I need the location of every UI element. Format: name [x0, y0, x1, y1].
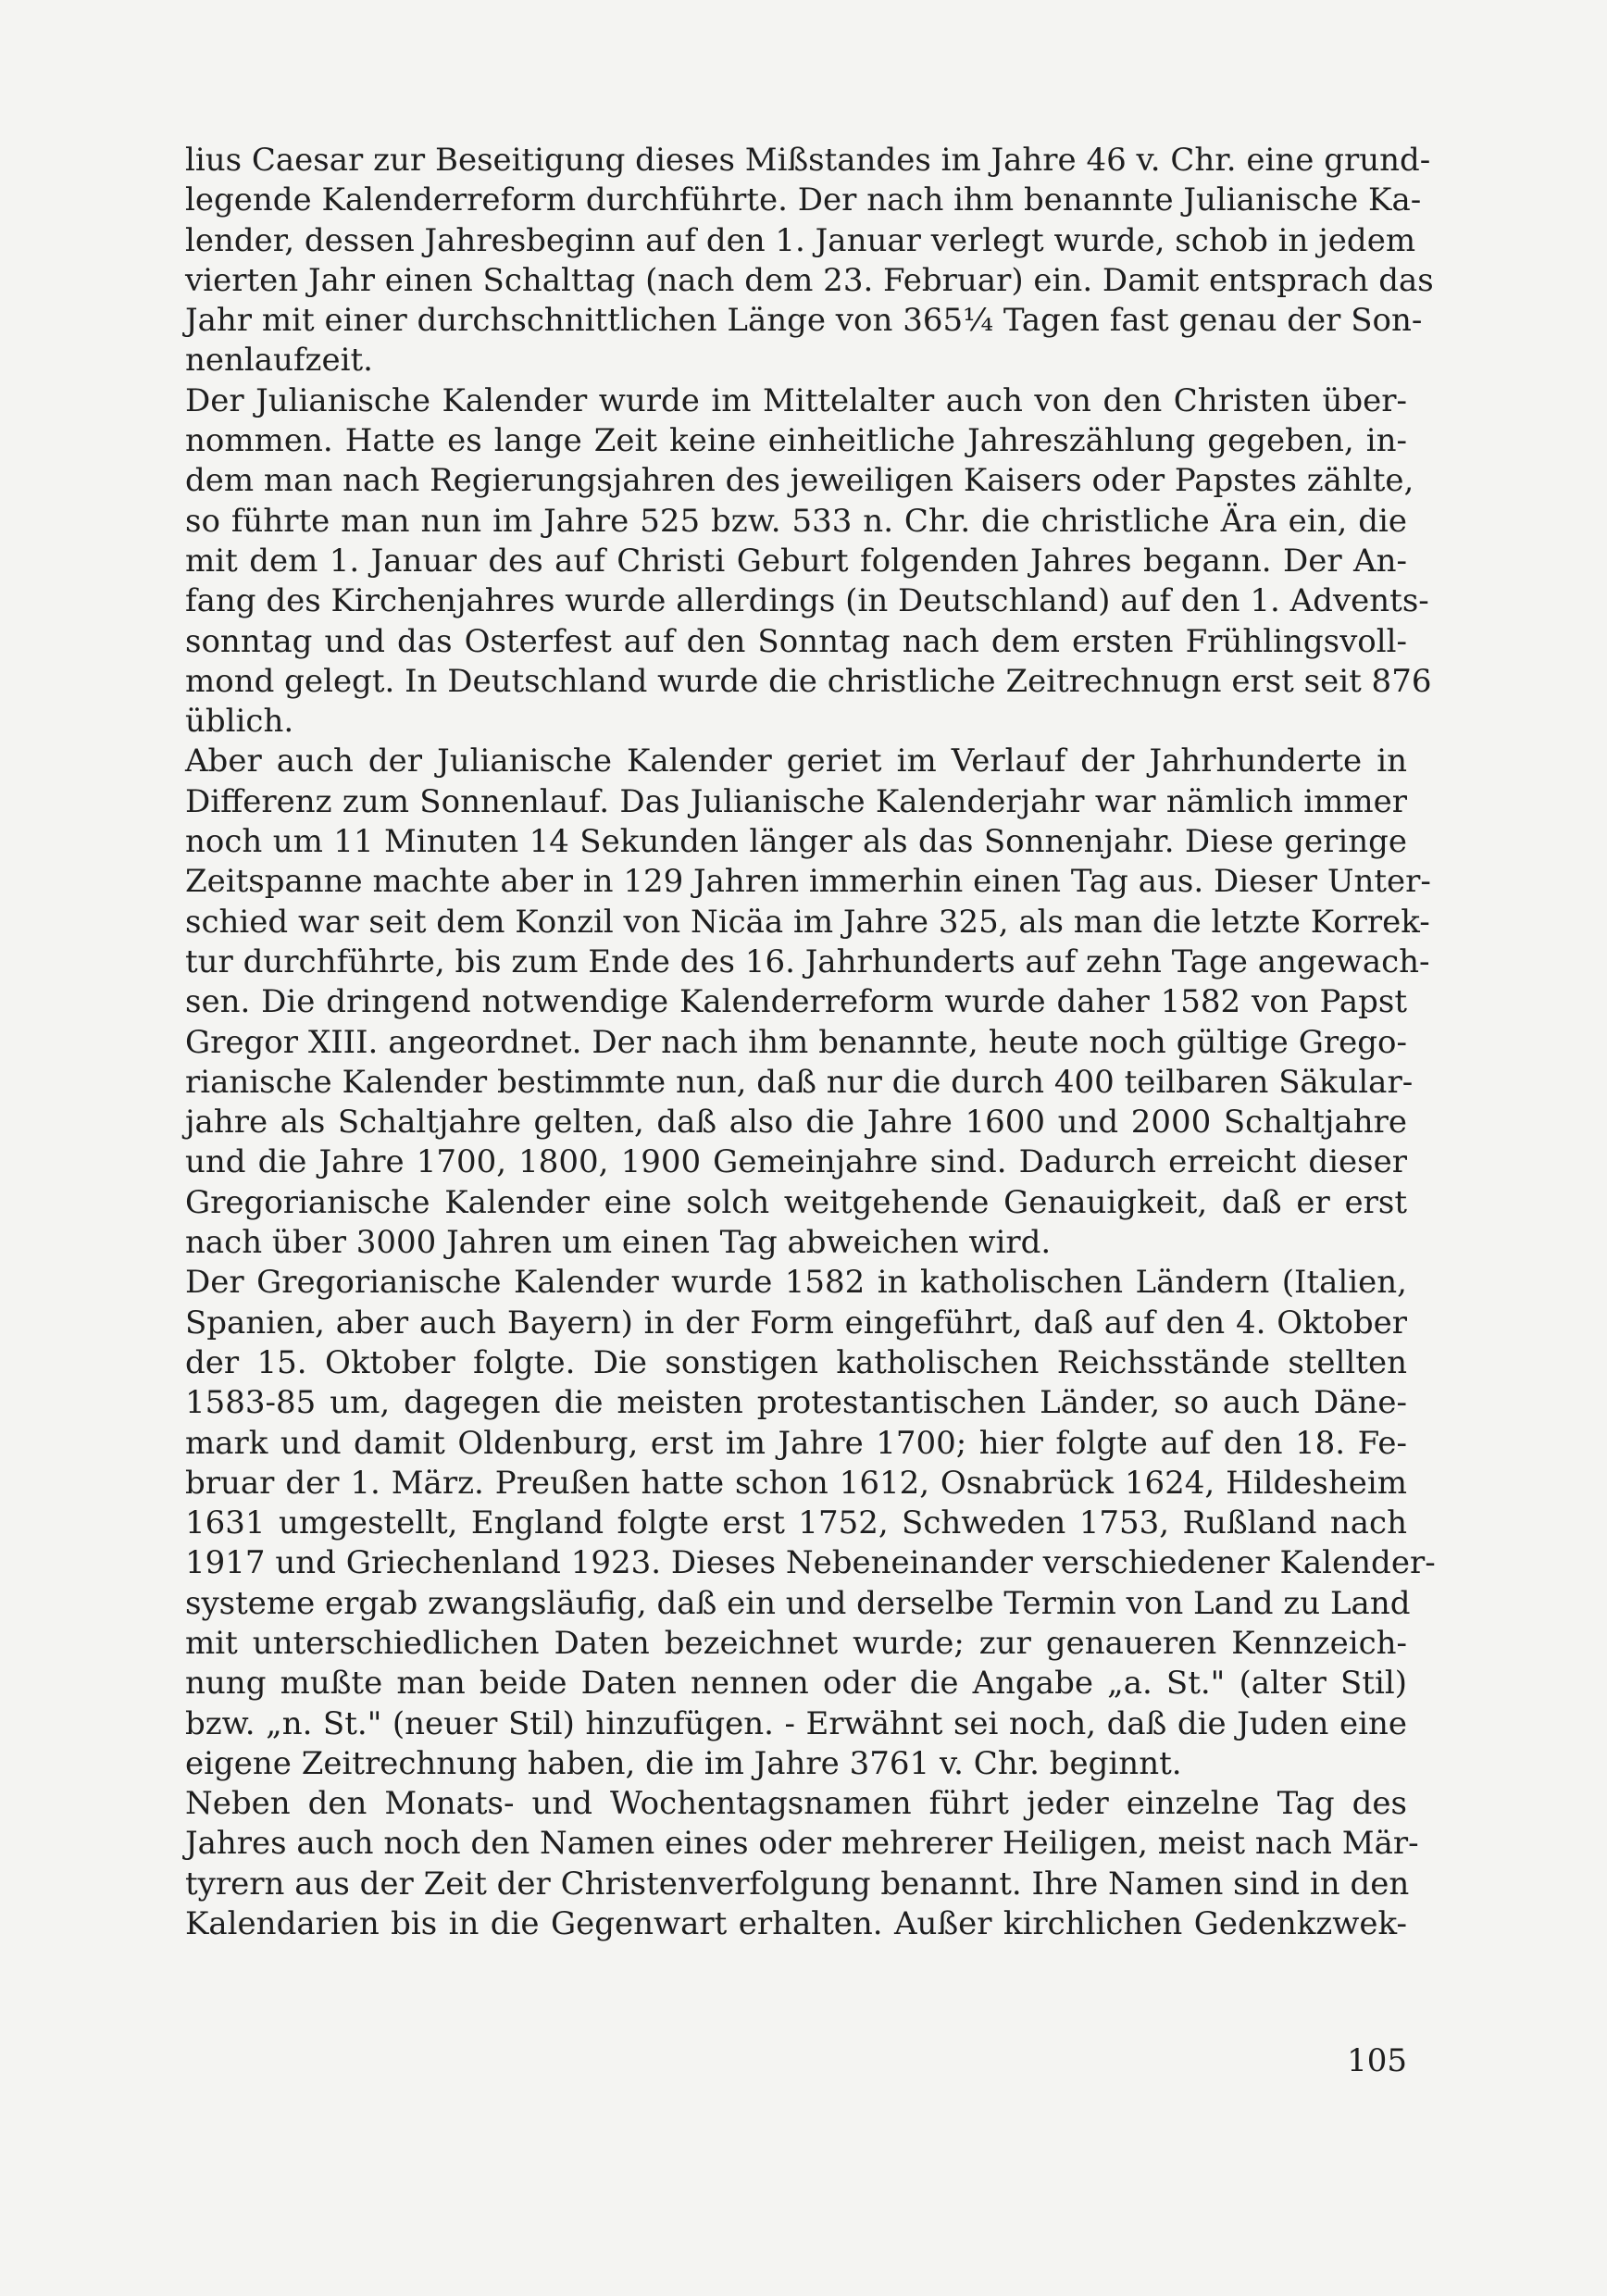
text-line: Aber auch der Julianische Kalender geriet im Verlauf der Jahrhunderte in: [185, 742, 1407, 780]
text-line: Gregor XIII. angeordnet. Der nach ihm benannte, heute noch gültige Grego-: [185, 1023, 1407, 1061]
text-line: üblich.: [185, 703, 294, 741]
text-line: nommen. Hatte es lange Zeit keine einheitliche Jahreszählung gegeben, in-: [185, 422, 1407, 460]
text-line: vierten Jahr einen Schalttag (nach dem 23. Februar) ein. Damit entsprach das: [185, 261, 1434, 299]
text-line: mark und damit Oldenburg, erst im Jahre 1700; hier folgte auf den 18. Fe-: [185, 1424, 1407, 1462]
text-line: sen. Die dringend notwendige Kalenderreform wurde daher 1582 von Papst: [185, 983, 1407, 1021]
text-line: mit dem 1. Januar des auf Christi Geburt folgenden Jahres begann. Der An-: [185, 542, 1407, 580]
text-line: der 15. Oktober folgte. Die sonstigen katholischen Reichsstände stellten: [185, 1343, 1407, 1381]
text-line: Gregorianische Kalender eine solch weitgehende Genauigkeit, daß er erst: [185, 1183, 1407, 1221]
text-line: Der Julianische Kalender wurde im Mittelalter auch von den Christen über-: [185, 381, 1407, 419]
body-text: [185, 141, 1436, 1944]
text-line: jahre als Schaltjahre gelten, daß also die Jahre 1600 und 2000 Schaltjahre: [185, 1104, 1407, 1142]
page-number: 105: [1347, 2042, 1407, 2079]
text-line: fang des Kirchenjahres wurde allerdings (in Deutschland) auf den 1. Advents-: [185, 582, 1429, 620]
text-line: 1917 und Griechenland 1923. Dieses Nebeneinander verschiedener Kalender-: [185, 1544, 1436, 1582]
text-line: Zeitspanne machte aber in 129 Jahren immerhin einen Tag aus. Dieser Unter-: [185, 863, 1431, 901]
text-line: nenlaufzeit.: [185, 342, 373, 380]
text-line: Der Gregorianische Kalender wurde 1582 in katholischen Ländern (Italien,: [185, 1264, 1407, 1302]
text-line: rianische Kalender bestimmte nun, daß nur die durch 400 teilbaren Säkular-: [185, 1063, 1414, 1101]
text-line: Kalendarien bis in die Gegenwart erhalten. Außer kirchlichen Gedenkzwek-: [185, 1905, 1407, 1943]
text-line: schied war seit dem Konzil von Nicäa im Jahre 325, als man die letzte Korrek-: [185, 903, 1430, 941]
text-line: nung mußte man beide Daten nennen oder die Angabe „a. St." (alter Stil): [185, 1665, 1407, 1703]
text-line: Neben den Monats- und Wochentagsnamen führt jeder einzelne Tag des: [185, 1785, 1407, 1823]
text-line: mond gelegt. In Deutschland wurde die christliche Zeitrechnugn erst seit 876: [185, 662, 1432, 700]
text-line: noch um 11 Minuten 14 Sekunden länger als das Sonnenjahr. Diese geringe: [185, 823, 1407, 861]
text-line: systeme ergab zwangsläufig, daß ein und derselbe Termin von Land zu Land: [185, 1584, 1411, 1622]
text-line: eigene Zeitrechnung haben, die im Jahre 3761 v. Chr. beginnt.: [185, 1744, 1182, 1782]
text-line: sonntag und das Osterfest auf den Sonntag nach dem ersten Frühlingsvoll-: [185, 622, 1407, 660]
text-line: dem man nach Regierungsjahren des jeweiligen Kaisers oder Papstes zählte,: [185, 462, 1414, 500]
text-line: Differenz zum Sonnenlauf. Das Julianische Kalenderjahr war nämlich immer: [185, 782, 1407, 820]
text-line: bruar der 1. März. Preußen hatte schon 1612, Osnabrück 1624, Hildesheim: [185, 1464, 1407, 1502]
text-line: Jahres auch noch den Namen eines oder mehrerer Heiligen, meist nach Mär-: [185, 1825, 1419, 1863]
text-line: 1583-85 um, dagegen die meisten protestantischen Länder, so auch Däne-: [185, 1384, 1407, 1422]
text-line: so führte man nun im Jahre 525 bzw. 533 n. Chr. die christliche Ära ein, die: [185, 502, 1407, 540]
text-line: tur durchführte, bis zum Ende des 16. Jahrhunderts auf zehn Tage angewach-: [185, 942, 1430, 980]
text-line: lender, dessen Jahresbeginn auf den 1. Januar verlegt wurde, schob in jedem: [185, 221, 1416, 259]
text-line: lius Caesar zur Beseitigung dieses Mißstandes im Jahre 46 v. Chr. eine grund-: [185, 142, 1431, 179]
text-line: legende Kalenderreform durchführte. Der nach ihm benannte Julianische Ka-: [185, 181, 1422, 219]
text-line: nach über 3000 Jahren um einen Tag abweichen wird.: [185, 1224, 1052, 1262]
text-line: Jahr mit einer durchschnittlichen Länge von 365¼ Tagen fast genau der Son-: [185, 302, 1423, 340]
text-line: und die Jahre 1700, 1800, 1900 Gemeinjahre sind. Dadurch erreicht dieser: [185, 1143, 1407, 1181]
text-line: tyrern aus der Zeit der Christenverfolgung benannt. Ihre Namen sind in den: [185, 1865, 1410, 1903]
text-line: Spanien, aber auch Bayern) in der Form eingeführt, daß auf den 4. Oktober: [185, 1304, 1407, 1341]
text-line: 1631 umgestellt, England folgte erst 1752, Schweden 1753, Rußland nach: [185, 1504, 1407, 1542]
text-line: bzw. „n. St." (neuer Stil) hinzufügen. - Erwähnt sei noch, daß die Juden eine: [185, 1704, 1407, 1742]
text-line: mit unterschiedlichen Daten bezeichnet wurde; zur genaueren Kennzeich-: [185, 1624, 1407, 1662]
